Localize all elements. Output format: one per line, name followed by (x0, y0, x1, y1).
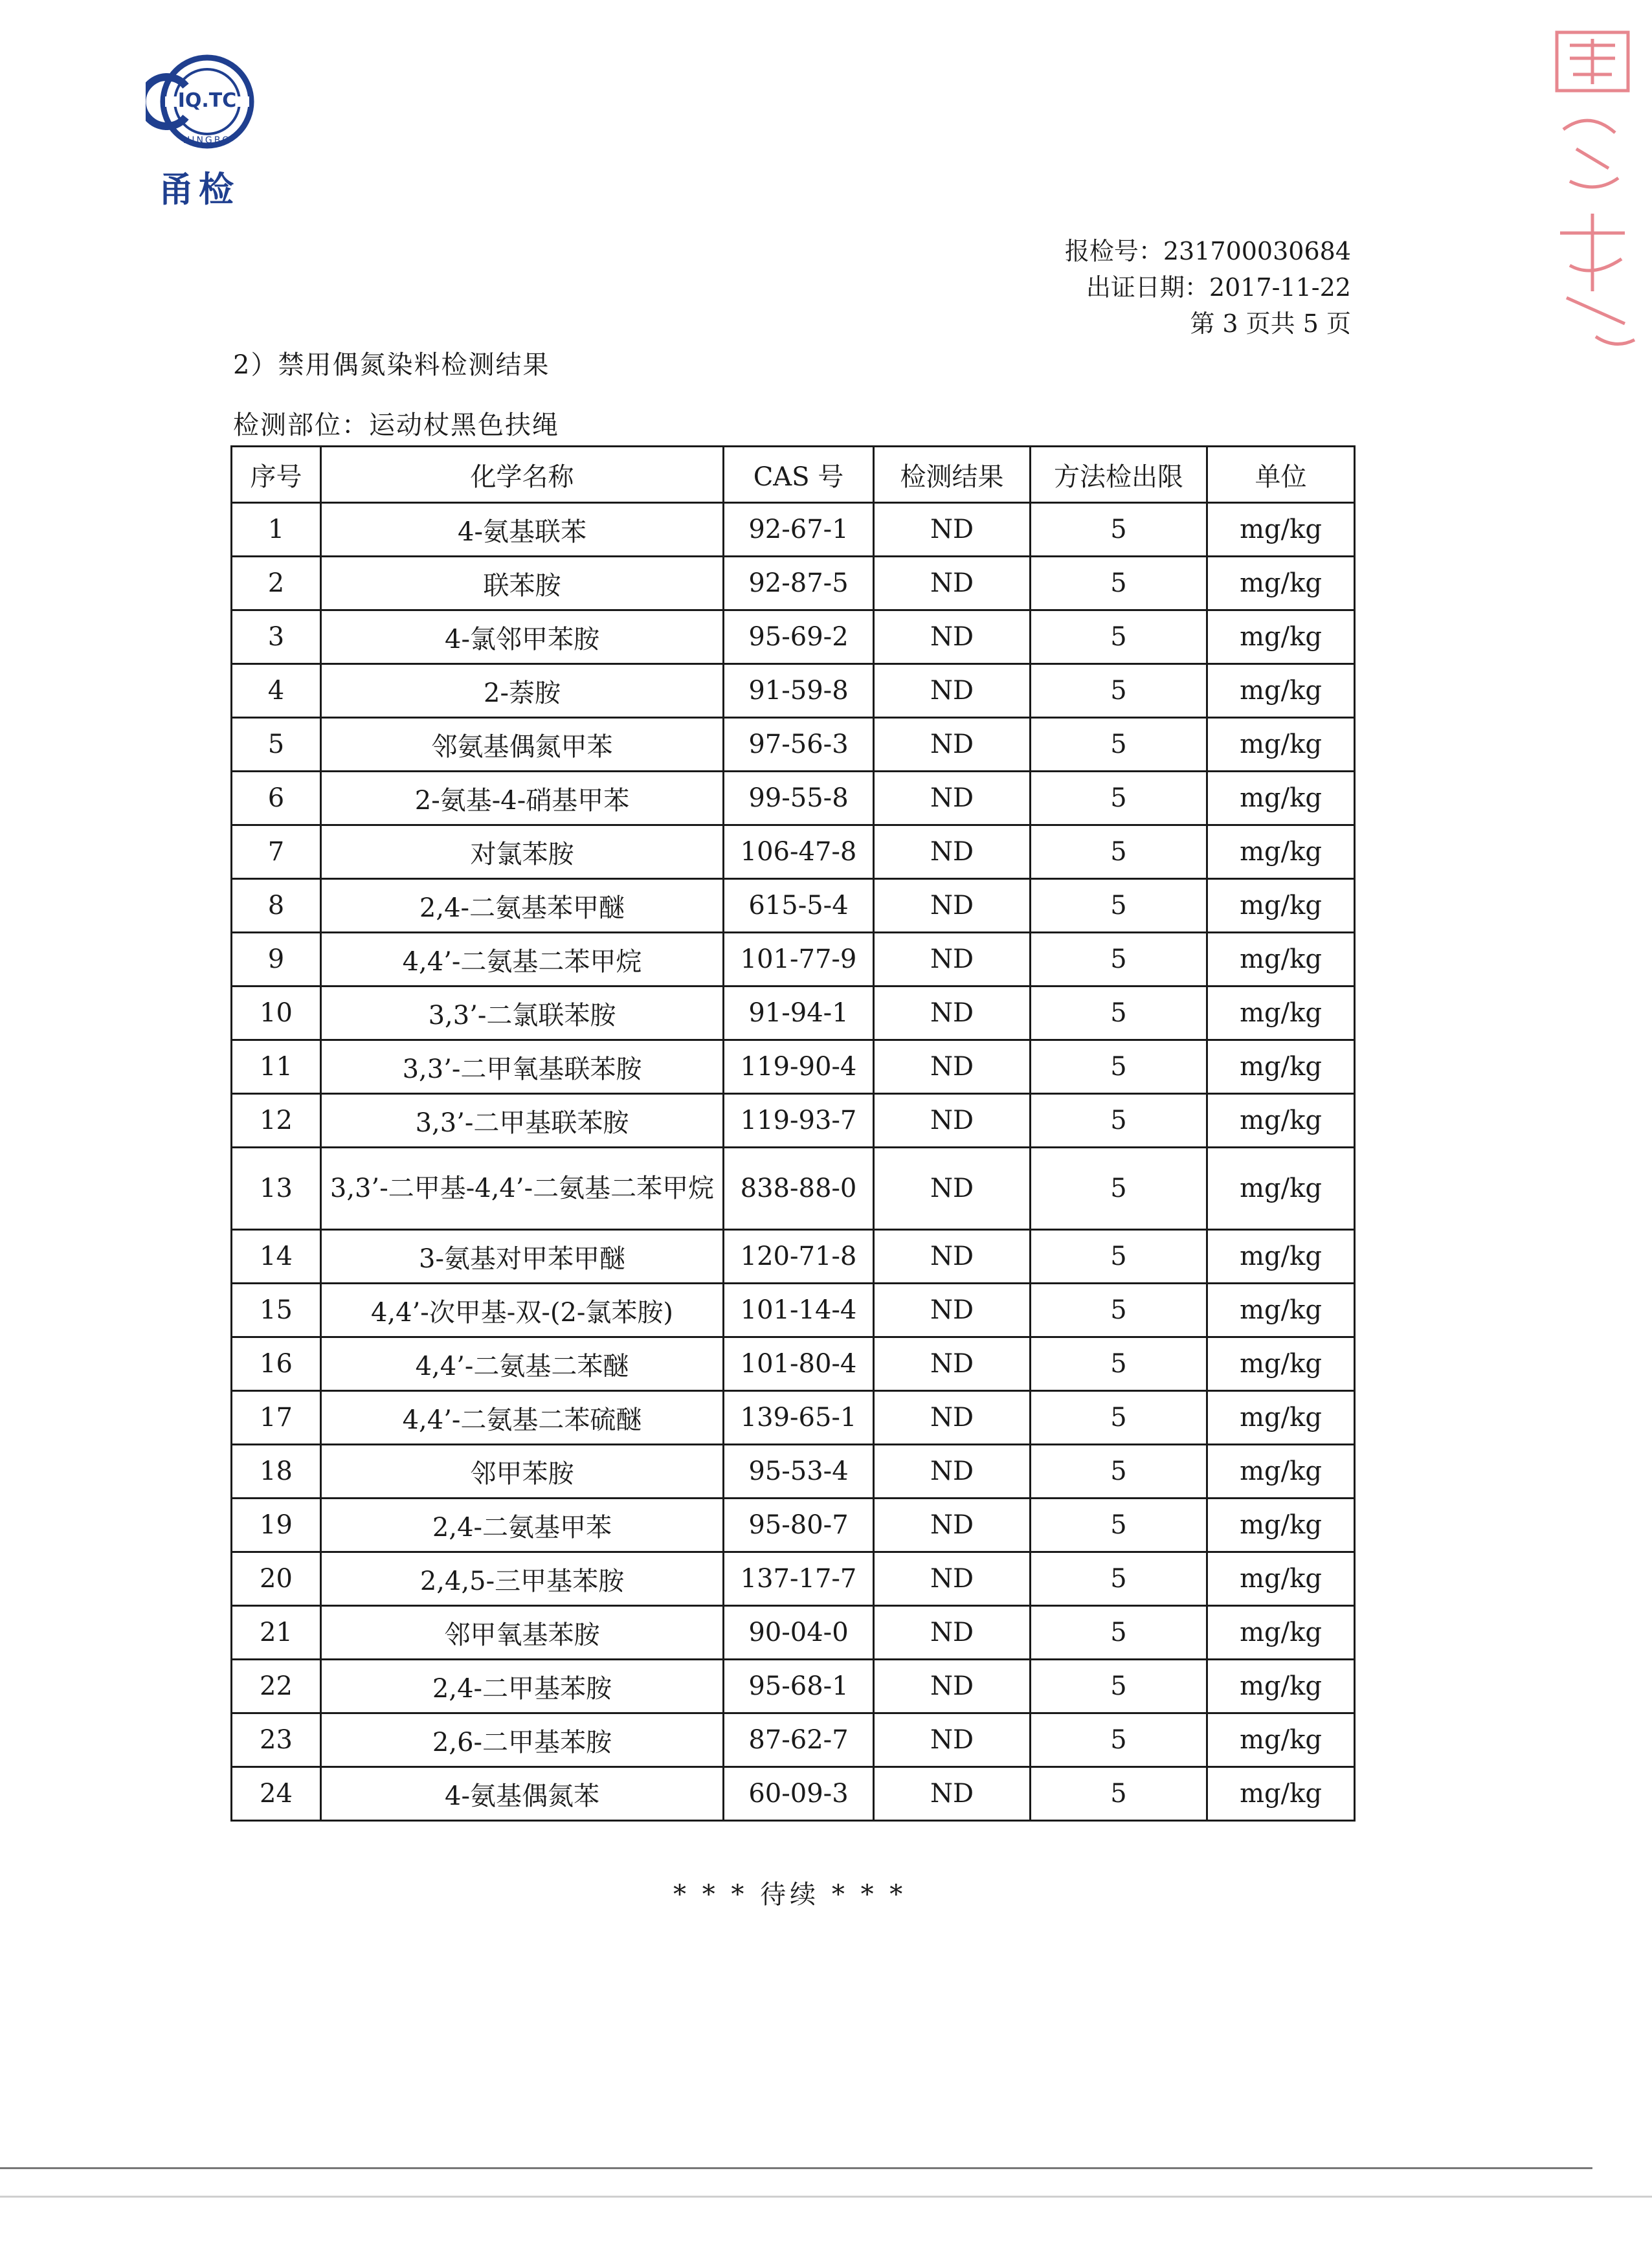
cell-chemical-name: 联苯胺 (321, 557, 724, 610)
table-row (232, 718, 1355, 772)
cell-chemical-name: 4,4’-次甲基-双-(2-氯苯胺) (321, 1284, 724, 1337)
cell-test-result: ND (874, 987, 1031, 1040)
cell-test-result: ND (874, 1337, 1031, 1391)
cell-chemical-name: 2,4,5-三甲基苯胺 (321, 1552, 724, 1606)
cell-unit: mg/kg (1207, 1040, 1355, 1094)
table-row (232, 557, 1355, 610)
cell-detection-limit: 5 (1031, 664, 1207, 718)
table-row (232, 1606, 1355, 1660)
cell-unit: mg/kg (1207, 1660, 1355, 1713)
cell-unit: mg/kg (1207, 503, 1355, 557)
cell-test-result: ND (874, 1499, 1031, 1552)
table-row (232, 1337, 1355, 1391)
table-row (232, 664, 1355, 718)
cell-detection-limit: 5 (1031, 1391, 1207, 1445)
table-row (232, 610, 1355, 664)
cell-cas-no: 106-47-8 (724, 825, 874, 879)
cell-test-result: ND (874, 664, 1031, 718)
cell-unit: mg/kg (1207, 1499, 1355, 1552)
cell-test-result: ND (874, 1713, 1031, 1767)
cell-detection-limit: 5 (1031, 610, 1207, 664)
cell-unit: mg/kg (1207, 1391, 1355, 1445)
table-header-row (232, 447, 1355, 503)
table-row (232, 987, 1355, 1040)
cell-test-result: ND (874, 610, 1031, 664)
issue-date: 出证日期：2017-11-22 (1086, 273, 1351, 302)
table-row (232, 1284, 1355, 1337)
cell-chemical-name: 3,3’-二甲氧基联苯胺 (321, 1040, 724, 1094)
cell-cas-no: 92-67-1 (724, 503, 874, 557)
cell-unit: mg/kg (1207, 1552, 1355, 1606)
table-row (232, 933, 1355, 987)
cell-detection-limit: 5 (1031, 1040, 1207, 1094)
cell-chemical-name: 邻甲苯胺 (321, 1445, 724, 1499)
cell-chemical-name: 4-氨基联苯 (321, 503, 724, 557)
cell-chemical-name: 2,4-二氨基甲苯 (321, 1499, 724, 1552)
table-row (232, 1445, 1355, 1499)
cell-serial-no: 11 (232, 1040, 321, 1094)
cell-chemical-name: 2,4-二甲基苯胺 (321, 1660, 724, 1713)
cell-detection-limit: 5 (1031, 772, 1207, 825)
cell-cas-no: 97-56-3 (724, 718, 874, 772)
cell-chemical-name: 2-氨基-4-硝基甲苯 (321, 772, 724, 825)
table-row (232, 1552, 1355, 1606)
cell-serial-no: 7 (232, 825, 321, 879)
cell-test-result: ND (874, 1391, 1031, 1445)
table-row (232, 1230, 1355, 1284)
cell-unit: mg/kg (1207, 987, 1355, 1040)
cell-cas-no: 60-09-3 (724, 1767, 874, 1821)
cell-chemical-name: 4,4’-二氨基二苯醚 (321, 1337, 724, 1391)
cell-unit: mg/kg (1207, 1767, 1355, 1821)
cell-chemical-name: 对氯苯胺 (321, 825, 724, 879)
cell-serial-no: 4 (232, 664, 321, 718)
cell-cas-no: 91-59-8 (724, 664, 874, 718)
cell-test-result: ND (874, 1606, 1031, 1660)
table-row (232, 772, 1355, 825)
test-location: 检测部位：运动杖黑色扶绳 (233, 410, 559, 440)
cell-unit: mg/kg (1207, 557, 1355, 610)
cell-chemical-name: 邻甲氧基苯胺 (321, 1606, 724, 1660)
footer-divider (0, 2167, 1592, 2169)
cell-serial-no: 3 (232, 610, 321, 664)
cell-serial-no: 19 (232, 1499, 321, 1552)
report-number: 报检号：231700030684 (1064, 237, 1351, 265)
cell-unit: mg/kg (1207, 610, 1355, 664)
cell-cas-no: 120-71-8 (724, 1230, 874, 1284)
table-row (232, 1040, 1355, 1094)
cell-cas-no: 95-53-4 (724, 1445, 874, 1499)
cell-detection-limit: 5 (1031, 825, 1207, 879)
table-row (232, 825, 1355, 879)
cell-unit: mg/kg (1207, 1606, 1355, 1660)
cell-serial-no: 20 (232, 1552, 321, 1606)
header-detection-limit: 方法检出限 (1031, 447, 1207, 503)
cell-cas-no: 838-88-0 (724, 1148, 874, 1230)
header-unit: 单位 (1207, 447, 1355, 503)
cell-detection-limit: 5 (1031, 1094, 1207, 1148)
section-title: 2）禁用偶氮染料检测结果 (233, 350, 550, 380)
company-logo (146, 49, 269, 162)
cell-serial-no: 6 (232, 772, 321, 825)
cell-unit: mg/kg (1207, 1337, 1355, 1391)
cell-chemical-name: 3-氨基对甲苯甲醚 (321, 1230, 724, 1284)
cell-test-result: ND (874, 933, 1031, 987)
brand-name: 甬检 (159, 169, 239, 210)
cell-serial-no: 17 (232, 1391, 321, 1445)
cell-test-result: ND (874, 1040, 1031, 1094)
table-row (232, 1094, 1355, 1148)
cell-cas-no: 95-69-2 (724, 610, 874, 664)
cell-detection-limit: 5 (1031, 1499, 1207, 1552)
header-serial-no: 序号 (232, 447, 321, 503)
cell-unit: mg/kg (1207, 1445, 1355, 1499)
cell-chemical-name: 4,4’-二氨基二苯硫醚 (321, 1391, 724, 1445)
cell-test-result: ND (874, 879, 1031, 933)
cell-detection-limit: 5 (1031, 1767, 1207, 1821)
cell-chemical-name: 3,3’-二甲基-4,4’-二氨基二苯甲烷 (321, 1148, 724, 1230)
cell-serial-no: 10 (232, 987, 321, 1040)
cell-chemical-name: 2,6-二甲基苯胺 (321, 1713, 724, 1767)
cell-serial-no: 23 (232, 1713, 321, 1767)
cell-cas-no: 101-14-4 (724, 1284, 874, 1337)
cell-unit: mg/kg (1207, 1148, 1355, 1230)
cell-detection-limit: 5 (1031, 557, 1207, 610)
cell-unit: mg/kg (1207, 1230, 1355, 1284)
cell-unit: mg/kg (1207, 879, 1355, 933)
cell-unit: mg/kg (1207, 718, 1355, 772)
cell-detection-limit: 5 (1031, 1552, 1207, 1606)
cell-detection-limit: 5 (1031, 1284, 1207, 1337)
cell-serial-no: 15 (232, 1284, 321, 1337)
cell-test-result: ND (874, 503, 1031, 557)
table-row (232, 1391, 1355, 1445)
cell-chemical-name: 2-萘胺 (321, 664, 724, 718)
cell-serial-no: 2 (232, 557, 321, 610)
header-chemical-name: 化学名称 (321, 447, 724, 503)
cell-detection-limit: 5 (1031, 718, 1207, 772)
cell-serial-no: 5 (232, 718, 321, 772)
cell-chemical-name: 2,4-二氨基苯甲醚 (321, 879, 724, 933)
table-row (232, 1499, 1355, 1552)
emblem-arc-text: NINGBO (183, 135, 232, 146)
cell-detection-limit: 5 (1031, 987, 1207, 1040)
iqtc-emblem-icon (146, 49, 269, 159)
header-test-result: 检测结果 (874, 447, 1031, 503)
table-row (232, 503, 1355, 557)
report-meta (1065, 233, 1351, 342)
cell-unit: mg/kg (1207, 772, 1355, 825)
cell-chemical-name: 3,3’-二氯联苯胺 (321, 987, 724, 1040)
cell-cas-no: 139-65-1 (724, 1391, 874, 1445)
cell-serial-no: 1 (232, 503, 321, 557)
cell-cas-no: 90-04-0 (724, 1606, 874, 1660)
cell-serial-no: 8 (232, 879, 321, 933)
cell-detection-limit: 5 (1031, 1713, 1207, 1767)
cell-detection-limit: 5 (1031, 1445, 1207, 1499)
cell-cas-no: 95-80-7 (724, 1499, 874, 1552)
cell-chemical-name: 4-氯邻甲苯胺 (321, 610, 724, 664)
cell-serial-no: 13 (232, 1148, 321, 1230)
cell-test-result: ND (874, 772, 1031, 825)
table-row (232, 1767, 1355, 1821)
cell-serial-no: 9 (232, 933, 321, 987)
continued-marker: * * * 待续 * * * (673, 1880, 907, 1910)
cell-cas-no: 91-94-1 (724, 987, 874, 1040)
cell-test-result: ND (874, 825, 1031, 879)
cell-detection-limit: 5 (1031, 1230, 1207, 1284)
cell-cas-no: 87-62-7 (724, 1713, 874, 1767)
cell-cas-no: 92-87-5 (724, 557, 874, 610)
cell-test-result: ND (874, 1094, 1031, 1148)
table-row (232, 1713, 1355, 1767)
cell-test-result: ND (874, 1767, 1031, 1821)
cell-test-result: ND (874, 557, 1031, 610)
cell-detection-limit: 5 (1031, 1337, 1207, 1391)
page-edge-line (0, 2196, 1652, 2198)
cell-detection-limit: 5 (1031, 933, 1207, 987)
cell-detection-limit: 5 (1031, 1148, 1207, 1230)
cell-unit: mg/kg (1207, 1094, 1355, 1148)
cell-test-result: ND (874, 1552, 1031, 1606)
cell-test-result: ND (874, 1660, 1031, 1713)
cell-detection-limit: 5 (1031, 879, 1207, 933)
cell-chemical-name: 3,3’-二甲基联苯胺 (321, 1094, 724, 1148)
cell-cas-no: 99-55-8 (724, 772, 874, 825)
cell-cas-no: 101-77-9 (724, 933, 874, 987)
cell-test-result: ND (874, 1230, 1031, 1284)
cell-detection-limit: 5 (1031, 503, 1207, 557)
cell-unit: mg/kg (1207, 1284, 1355, 1337)
page-indicator: 第 3 页共 5 页 (1190, 309, 1351, 338)
cell-chemical-name: 邻氨基偶氮甲苯 (321, 718, 724, 772)
cell-serial-no: 18 (232, 1445, 321, 1499)
cell-chemical-name: 4-氨基偶氮苯 (321, 1767, 724, 1821)
cell-chemical-name: 4,4’-二氨基二苯甲烷 (321, 933, 724, 987)
cell-cas-no: 137-17-7 (724, 1552, 874, 1606)
cell-cas-no: 101-80-4 (724, 1337, 874, 1391)
cell-serial-no: 16 (232, 1337, 321, 1391)
cell-cas-no: 119-90-4 (724, 1040, 874, 1094)
cell-unit: mg/kg (1207, 825, 1355, 879)
cell-cas-no: 95-68-1 (724, 1660, 874, 1713)
emblem-text: IQ.TC (177, 89, 237, 112)
table-row (232, 1148, 1355, 1230)
cell-test-result: ND (874, 1284, 1031, 1337)
header-cas-no: CAS 号 (724, 447, 874, 503)
cell-serial-no: 14 (232, 1230, 321, 1284)
cell-cas-no: 119-93-7 (724, 1094, 874, 1148)
cell-serial-no: 24 (232, 1767, 321, 1821)
cell-serial-no: 21 (232, 1606, 321, 1660)
cell-detection-limit: 5 (1031, 1660, 1207, 1713)
cell-cas-no: 615-5-4 (724, 879, 874, 933)
table-row (232, 1660, 1355, 1713)
cell-serial-no: 12 (232, 1094, 321, 1148)
cell-detection-limit: 5 (1031, 1606, 1207, 1660)
azo-dye-results-table (230, 445, 1356, 1822)
cell-serial-no: 22 (232, 1660, 321, 1713)
red-stamp-seal-icon (1537, 19, 1641, 356)
table-row (232, 879, 1355, 933)
cell-unit: mg/kg (1207, 933, 1355, 987)
cell-test-result: ND (874, 1445, 1031, 1499)
cell-test-result: ND (874, 1148, 1031, 1230)
cell-test-result: ND (874, 718, 1031, 772)
cell-unit: mg/kg (1207, 1713, 1355, 1767)
cell-unit: mg/kg (1207, 664, 1355, 718)
